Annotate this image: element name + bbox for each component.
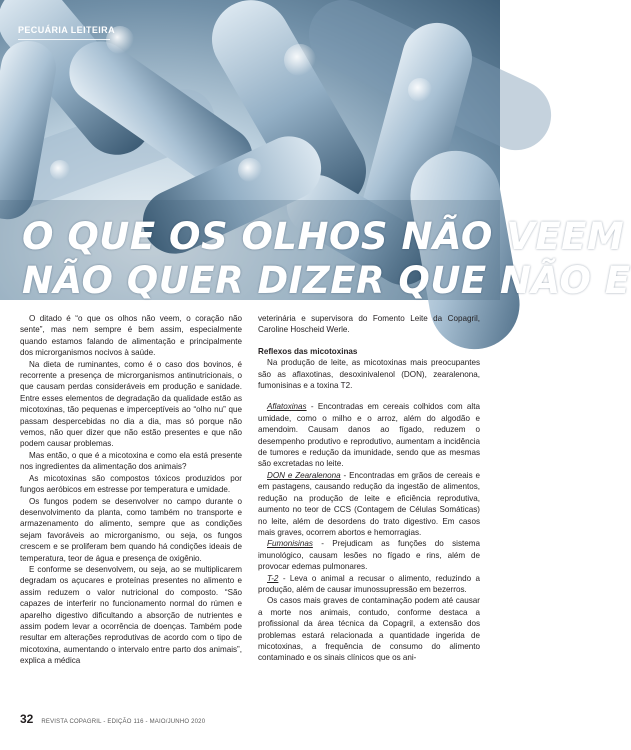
toxin-term: T-2	[267, 573, 279, 583]
section-rule	[18, 39, 110, 40]
paragraph: Os casos mais graves de contaminação podem até causar a morte nos animais, contudo, conforme destaca a profissional da área técnica da Copagril, a extensão dos problemas estará relacionada a quantidade ingerida de micotoxinas, a frequência de consumo do alimento contaminado e os sinais clínicos que os ani-	[258, 596, 480, 663]
section-tag: PECUÁRIA LEITEIRA	[18, 25, 115, 35]
subheading: Reflexos das micotoxinas	[258, 346, 358, 356]
article-column-left	[20, 313, 242, 667]
toxin-term: DON e Zearalenona	[267, 470, 341, 480]
paragraph: Mas então, o que é a micotoxina e como ela está presente nos ingredientes da alimentação dos animais?	[20, 450, 242, 472]
headline-line-1: O QUE OS OLHOS NÃO VEEM	[22, 215, 625, 258]
paragraph: veterinária e supervisora do Fomento Leite da Copagril, Caroline Hoscheid Werle.	[258, 314, 480, 335]
toxin-description: - Leva o animal a recusar o alimento, reduzindo a produção, além de causar imunossupressão em bezerros.	[258, 573, 480, 594]
hero-image	[0, 0, 631, 302]
paragraph: Na dieta de ruminantes, como é o caso dos bovinos, é recorrente a presença de microrganismos antinutricionais, o que causam perdas consideráveis em produção e sanidade. Entre esses elementos de degradação da qualidade estão as micotoxinas, tão pequenas e imperceptíveis ao “olho nu” que passam despercebidas no dia a dia, mas só porque não vemos, não quer dizer que não estão presentes e que não podem causar problemas.	[20, 359, 242, 449]
toxin-item	[258, 538, 480, 572]
paragraph: Os fungos podem se desenvolver no campo durante o desenvolvimento da planta, como também no transporte e armazenamento do alimento, sempre que as condições sejam favoráveis ao microrganismo, ou seja, os fungos crescem e se proliferam bem quando há condições ideais de temperatura, teor de água e presença de oxigênio.	[20, 496, 242, 563]
toxin-item	[258, 470, 480, 538]
paragraph: E conforme se desenvolvem, ou seja, ao se multiplicarem degradam os açucares e proteínas presentes no alimento e assim reduzem o valor nutricional do composto. “São capazes de interferir no funcionamento normal do rúmen e aparelho digestivo dificultando a absorção de nutrientes e assim podem levar a ocorrência de doenças. Também pode resultar em alterações reprodutivas de acordo com o tipo de micotoxina, aumentando o intervalo entre parto dos animais”, explica a médica	[20, 564, 242, 666]
paragraph: O ditado é “o que os olhos não veem, o coração não sente”, mas nem sempre é bem assim, especialmente quando estamos falando de alimentação e principalmente dos microrganismos nocivos à saúde.	[20, 314, 242, 358]
headline	[22, 215, 631, 303]
toxin-description: - Prejudicam as funções do sistema imunológico, causam lesões no fígado e rins, além de provocar edemas pulmonares.	[258, 539, 480, 572]
page-footer	[20, 712, 205, 726]
toxin-term: Aflatoxinas	[267, 402, 307, 412]
publication-info: REVISTA COPAGRIL - EDIÇÃO 116 - MAIO/JUNHO 2020	[41, 719, 206, 725]
toxin-description: - Encontradas em grãos de cereais e em pastagens, causando redução da ingestão de alimentos, redução na produção de leite e eficiência reprodutiva, aumento no teor de CCS (Contagem de Células Somáticas) no leite, além de desordens do trato digestivo. Em casos mais graves, ocorrem abortos e hemorragias.	[258, 470, 481, 537]
article-column-right	[258, 313, 480, 664]
paragraph: Na produção de leite, as micotoxinas mais preocupantes são as aflaxotinas, desoxinivalenol (DON), zearalenona, fumonisinas e a toxina T2.	[258, 358, 480, 391]
toxin-description: - Encontradas em cereais colhidos com alta umidade, como o milho e o arroz, além do algodão e amendoim. Causam danos ao fígado, reduzem o desempenho produtivo e reprodutivo, aumentam a incidência de tumores e redução da imunidade, sendo que as mesmas são excretadas no leite.	[258, 402, 480, 469]
toxin-item	[258, 573, 480, 596]
toxin-term: Fumonisinas	[267, 539, 313, 549]
paragraph: As micotoxinas são compostos tóxicos produzidos por fungos aeróbicos em estresse por temperatura e umidade.	[20, 473, 242, 495]
page-number: 32	[20, 712, 34, 726]
toxin-item	[258, 401, 480, 469]
headline-line-2: NÃO QUER DIZER QUE NÃO E	[22, 259, 631, 302]
